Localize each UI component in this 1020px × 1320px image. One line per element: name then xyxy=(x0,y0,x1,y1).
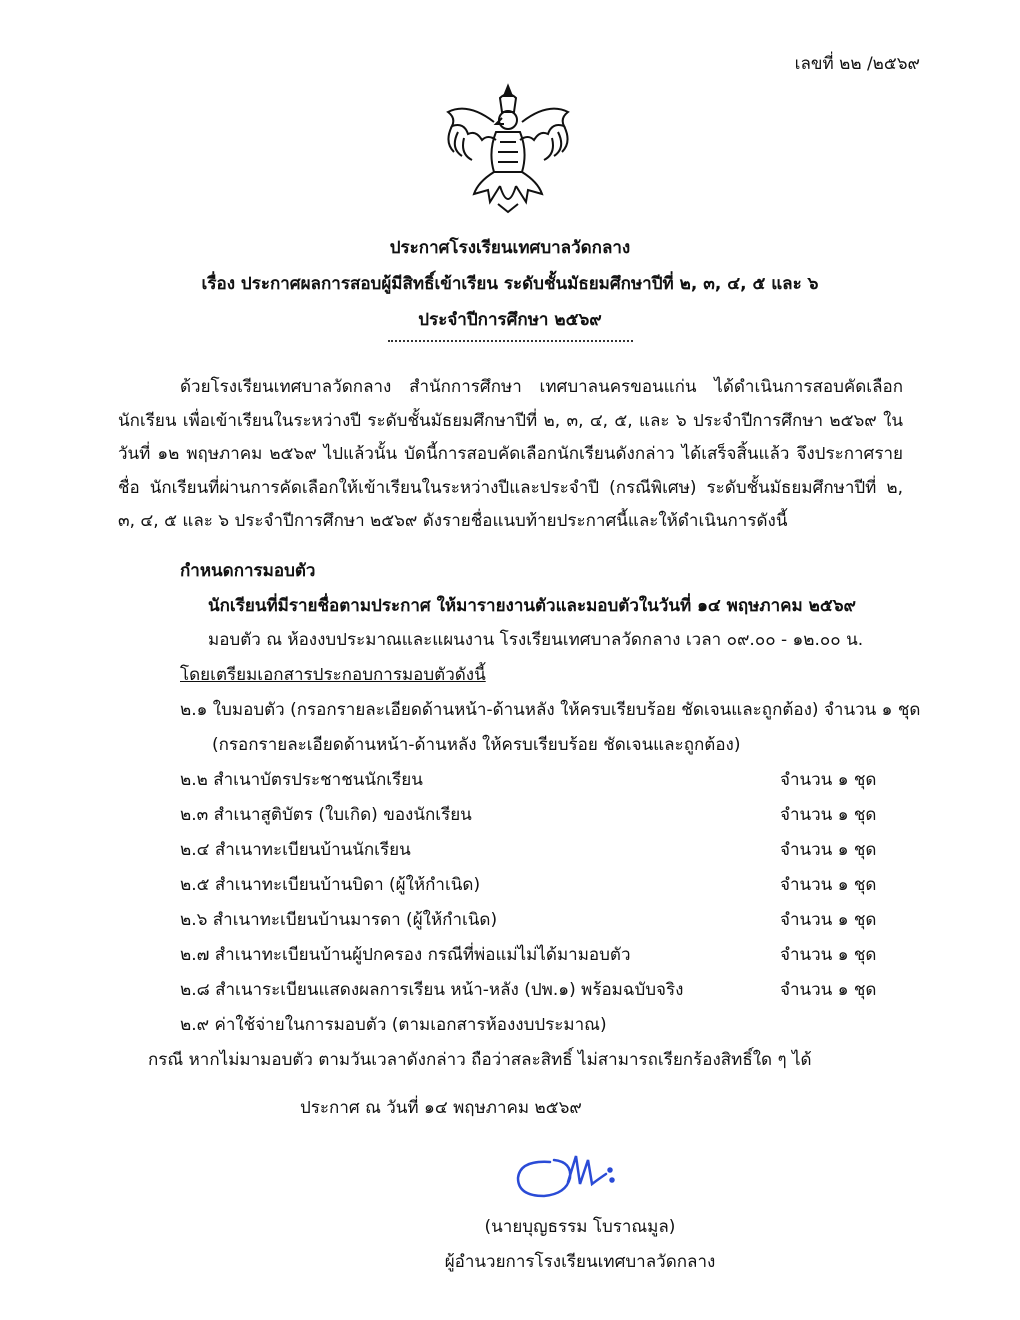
item-label: ๒.๘ สำเนาระเบียนแสดงผลการเรียน หน้า-หลัง (ปพ.๑) พร้อมฉบับจริง xyxy=(180,980,684,1000)
item-quantity: จำนวน ๑ ชุด xyxy=(780,840,877,860)
item-quantity: จำนวน ๑ ชุด xyxy=(780,805,877,825)
dotted-divider xyxy=(388,340,633,342)
warning-note: กรณี หากไม่มามอบตัว ตามวันเวลาดังกล่าว ถือว่าสละสิทธิ์ ไม่สามารถเรียกร้องสิทธิ์ใด ๆ ได้ xyxy=(148,1050,812,1070)
body-paragraph-text: ด้วยโรงเรียนเทศบาลวัดกลาง สำนักการศึกษา เทศบาลนครขอนแก่น ได้ดำเนินการสอบคัดเลือกนักเรียน เพื่อเข้าเรียนในระหว่างปี ระดับชั้นมัธยมศึกษาปีที่ ๒, ๓, ๔, ๕, และ ๖ ประจำปีการศึกษา ๒๕๖๙ ในวันที่ ๑๒ พฤษภาคม ๒๕๖๙ ไปแล้วนั้น บัดนี้การสอบคัดเลือกนักเรียนดังกล่าว ได้เสร็จสิ้นแล้ว จึงประกาศรายชื่อ นักเรียนที่ผ่านการคัดเลือกให้เข้าเรียนในระหว่างปีและประจำปี (กรณีพิเศษ) ระดับชั้นมัธยมศึกษาปีที่ ๒, ๓, ๔, ๕ และ ๖ ประจำปีการศึกษา ๒๕๖๙ ดังรายชื่อแนบท้ายประกาศนี้และให้ดำเนินการดังนี้ xyxy=(118,377,903,531)
signer-name: (นายบุญธรรม โบราณมูล) xyxy=(484,1217,676,1237)
item-label: ๒.๓ สำเนาสูติบัตร (ใบเกิด) ของนักเรียน xyxy=(180,805,472,825)
announcement-title: ประกาศโรงเรียนเทศบาลวัดกลาง xyxy=(389,238,631,258)
item-quantity: จำนวน ๑ ชุด xyxy=(780,875,877,895)
schedule-heading: กำหนดการมอบตัว xyxy=(180,561,316,581)
schedule-notice: นักเรียนที่มีรายชื่อตามประกาศ ให้มารายงานตัวและมอบตัวในวันที่ ๑๔ พฤษภาคม ๒๕๖๙ xyxy=(208,596,856,616)
item-label: ๒.๖ สำเนาทะเบียนบ้านมารดา (ผู้ให้กำเนิด) xyxy=(180,910,498,930)
item-label: ๒.๒ สำเนาบัตรประชาชนนักเรียน xyxy=(180,770,423,790)
item-quantity: จำนวน ๑ ชุด xyxy=(780,770,877,790)
item-quantity: จำนวน ๑ ชุด xyxy=(780,980,877,1000)
item-label: ๒.๗ สำเนาทะเบียนบ้านผู้ปกครอง กรณีที่พ่อแม่ไม่ได้มามอบตัว xyxy=(180,945,631,965)
item-label: ๒.๕ สำเนาทะเบียนบ้านบิดา (ผู้ให้กำเนิด) xyxy=(180,875,481,895)
announcement-subject: เรื่อง ประกาศผลการสอบผู้มีสิทธิ์เข้าเรียน ระดับชั้นมัธยมศึกษาปีที่ ๒, ๓, ๔, ๕ และ ๖ xyxy=(201,274,819,294)
item-2-9: ๒.๙ ค่าใช้จ่ายในการมอบตัว (ตามเอกสารห้องงบประมาณ) xyxy=(180,1015,607,1035)
item-2-1: ๒.๑ ใบมอบตัว (กรอกรายละเอียดด้านหน้า-ด้านหลัง ให้ครบเรียบร้อย ชัดเจนและถูกต้อง) จำนวน ๑ ชุด xyxy=(180,700,921,720)
garuda-emblem xyxy=(438,82,578,214)
signer-title: ผู้อำนวยการโรงเรียนเทศบาลวัดกลาง xyxy=(444,1252,716,1272)
academic-year-line: ประจำปีการศึกษา ๒๕๖๙ xyxy=(418,310,602,330)
body-paragraph xyxy=(118,371,903,539)
item-2-1-note: (กรอกรายละเอียดด้านหน้า-ด้านหลัง ให้ครบเรียบร้อย ชัดเจนและถูกต้อง) xyxy=(212,735,741,755)
signature xyxy=(510,1148,630,1208)
schedule-place: มอบตัว ณ ห้องงบประมาณและแผนงาน โรงเรียนเทศบาลวัดกลาง เวลา ๐๙.๐๐ - ๑๒.๐๐ น. xyxy=(208,630,864,650)
item-quantity: จำนวน ๑ ชุด xyxy=(780,945,877,965)
documents-heading: โดยเตรียมเอกสารประกอบการมอบตัวดังนี้ xyxy=(180,665,486,685)
announce-date: ประกาศ ณ วันที่ ๑๔ พฤษภาคม ๒๕๖๙ xyxy=(300,1098,582,1118)
document-number: เลขที่ ๒๒ /๒๕๖๙ xyxy=(794,54,920,74)
item-quantity: จำนวน ๑ ชุด xyxy=(780,910,877,930)
item-label: ๒.๔ สำเนาทะเบียนบ้านนักเรียน xyxy=(180,840,411,860)
